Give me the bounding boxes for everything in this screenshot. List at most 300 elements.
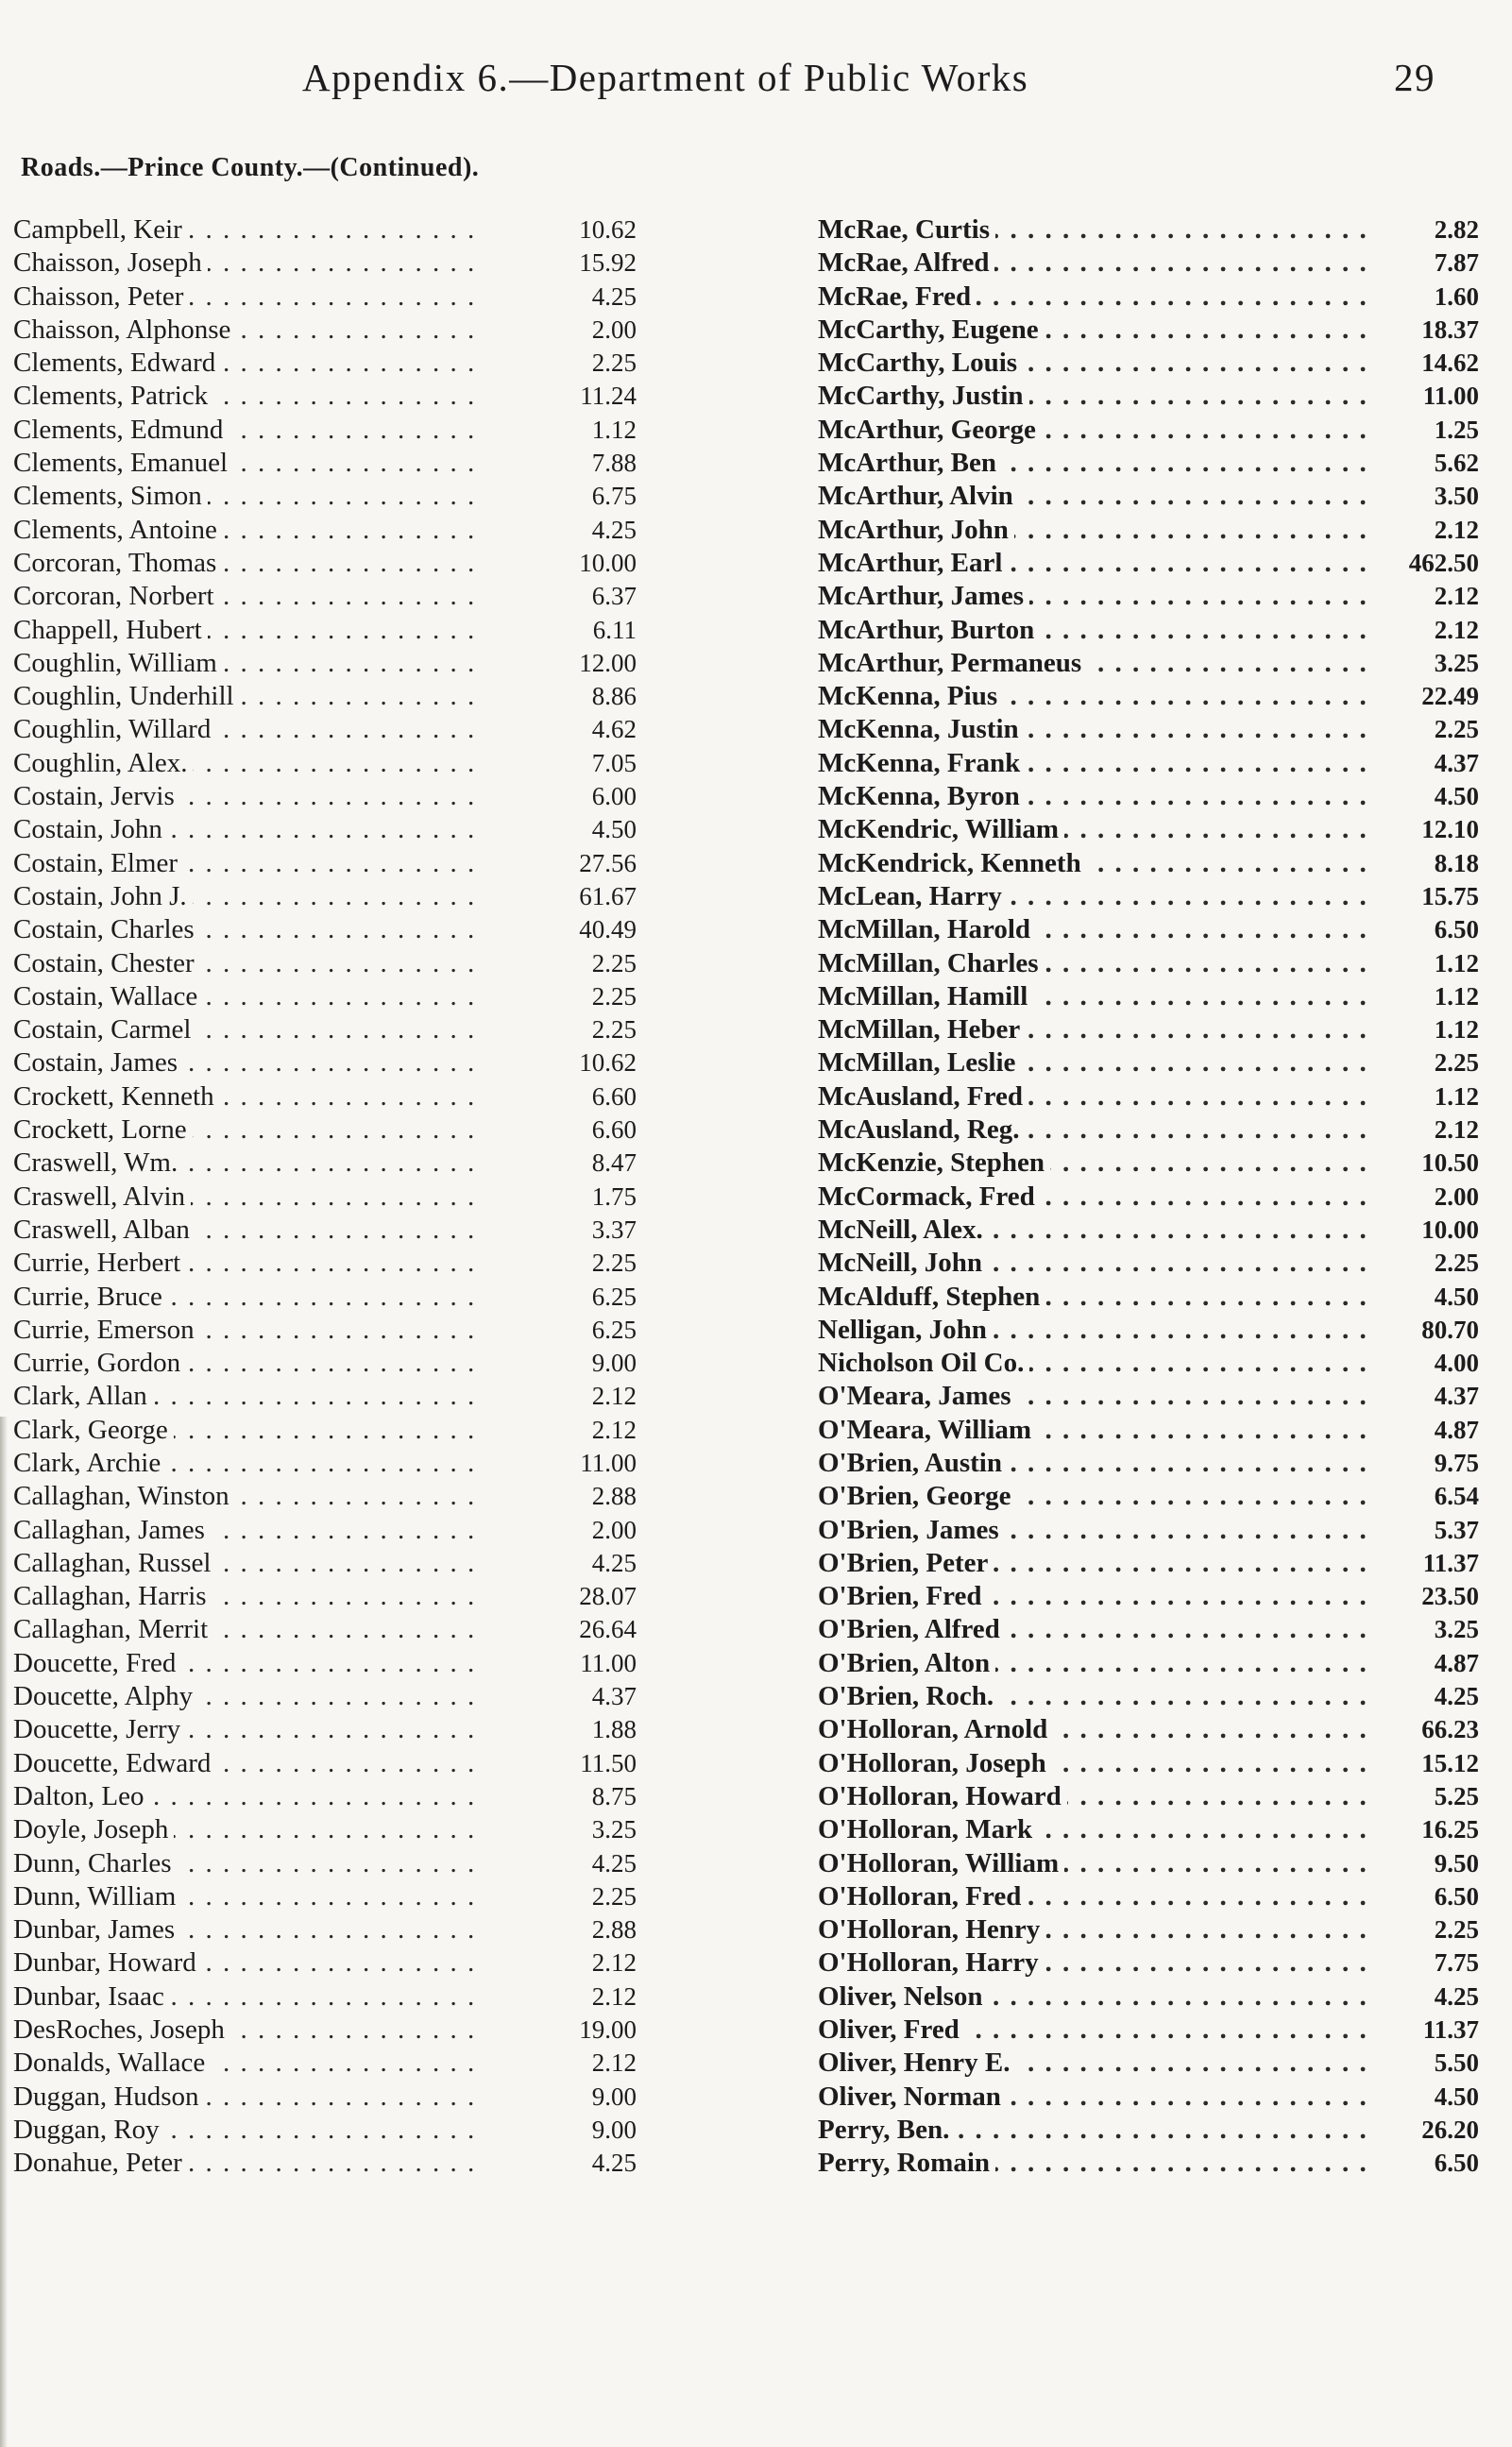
entry-amount: 15.92 <box>579 248 637 278</box>
entry-name: Dalton, Leo <box>13 1781 150 1811</box>
entry-amount: 2.12 <box>1434 582 1479 611</box>
entry-amount: 4.00 <box>1434 1349 1479 1378</box>
list-item <box>13 1214 637 1247</box>
entry-amount: 4.62 <box>591 715 637 744</box>
entry-name: O'Brien, Fred <box>818 1581 987 1611</box>
entry-name-cell <box>13 1780 481 1813</box>
entry-name-cell <box>818 1647 1375 1680</box>
list-item <box>818 1181 1479 1214</box>
list-item <box>13 1747 637 1780</box>
entry-amount: 28.07 <box>579 1582 637 1611</box>
list-item <box>13 1113 637 1147</box>
entry-amount: 11.00 <box>580 1648 637 1677</box>
entry-amount: 4.25 <box>591 281 637 311</box>
entry-name-cell <box>818 1813 1375 1846</box>
entry-name: O'Meara, James <box>818 1381 1017 1411</box>
list-item <box>818 680 1479 713</box>
entry-amount: 1.12 <box>1434 1081 1479 1111</box>
entry-amount: 2.00 <box>1434 1181 1479 1211</box>
list-item <box>818 1547 1479 1580</box>
list-item <box>13 1647 637 1680</box>
entry-amount: 2.25 <box>591 1249 637 1278</box>
entry-name-cell <box>818 580 1375 613</box>
list-item <box>818 380 1479 413</box>
entry-name-cell <box>13 614 481 647</box>
list-item <box>13 780 637 813</box>
entry-amount: 2.12 <box>1434 515 1479 544</box>
entry-name-cell <box>13 847 481 880</box>
entry-amount: 6.54 <box>1434 1482 1479 1511</box>
list-item <box>818 780 1479 813</box>
entry-name: Oliver, Henry E. <box>818 2048 1016 2078</box>
entry-name-cell <box>818 614 1375 647</box>
entry-name: Doucette, Edward <box>13 1748 216 1778</box>
entry-amount: 1.60 <box>1434 281 1479 311</box>
entry-name-cell <box>818 747 1375 780</box>
entry-name: O'Meara, William <box>818 1415 1037 1445</box>
list-item <box>13 2114 637 2147</box>
list-item <box>818 713 1479 746</box>
entry-amount: 1.12 <box>1434 1015 1479 1045</box>
entry-name: Callaghan, James <box>13 1515 211 1545</box>
entry-name-cell <box>13 1980 481 2014</box>
entry-name: Clark, Allan <box>13 1381 153 1411</box>
entry-amount: 4.25 <box>591 2149 637 2178</box>
entry-name: Doucette, Fred <box>13 1648 181 1678</box>
entry-name-cell <box>818 1880 1375 1913</box>
entry-name-cell <box>13 1580 481 1613</box>
entry-name-cell <box>818 1214 1375 1247</box>
entry-name-cell <box>818 1480 1375 1513</box>
entry-name: McArthur, John <box>818 515 1014 545</box>
entry-amount: 4.25 <box>1434 1682 1479 1711</box>
entry-amount: 1.25 <box>1434 415 1479 444</box>
entry-amount: 15.12 <box>1421 1748 1479 1777</box>
entry-name-cell <box>13 647 481 680</box>
entry-amount: 9.00 <box>591 2082 637 2111</box>
entry-amount: 4.50 <box>1434 1282 1479 1311</box>
entry-name: DesRoches, Joseph <box>13 2014 230 2045</box>
list-item <box>13 280 637 314</box>
entry-name: Perry, Romain <box>818 2148 995 2178</box>
entry-name-cell <box>13 1447 481 1480</box>
entry-name: Costain, Wallace <box>13 981 203 1011</box>
entry-amount: 4.50 <box>591 815 637 844</box>
entry-name-cell <box>818 414 1375 447</box>
entry-name-cell <box>818 1514 1375 1547</box>
entry-name: Coughlin, Underhill <box>13 681 240 711</box>
list-item <box>13 1913 637 1946</box>
entry-name: McNeill, Alex. <box>818 1215 989 1245</box>
entry-name-cell <box>13 246 481 280</box>
entry-amount: 10.62 <box>579 1048 637 1078</box>
entry-name-cell <box>818 947 1375 980</box>
entry-amount: 3.25 <box>591 1815 637 1844</box>
entry-name: Coughlin, Willard <box>13 714 216 744</box>
list-item <box>13 1147 637 1180</box>
entry-name-cell <box>818 380 1375 413</box>
list-item <box>13 2147 637 2180</box>
list-item <box>13 1514 637 1547</box>
entry-amount: 11.50 <box>580 1748 637 1777</box>
entry-amount: 462.50 <box>1408 548 1479 577</box>
list-item <box>818 1747 1479 1780</box>
entry-amount: 7.88 <box>591 449 637 478</box>
entry-name: McMillan, Hamill <box>818 981 1033 1011</box>
entry-amount: 5.25 <box>1434 1781 1479 1810</box>
entry-name: Doyle, Joseph <box>13 1814 174 1844</box>
entry-name: McCarthy, Louis <box>818 348 1023 378</box>
entry-name: Clements, Simon <box>13 481 208 511</box>
entry-amount: 2.25 <box>1434 1915 1479 1945</box>
entry-name-cell <box>818 246 1375 280</box>
list-item <box>818 314 1479 347</box>
entry-amount: 2.12 <box>591 2048 637 2078</box>
list-item <box>818 280 1479 314</box>
entry-amount: 2.12 <box>1434 615 1479 644</box>
entry-name: Costain, John <box>13 814 168 844</box>
entry-name: O'Brien, Roch. <box>818 1681 999 1711</box>
entry-amount: 18.37 <box>1421 314 1479 344</box>
entry-amount: 8.75 <box>591 1781 637 1810</box>
entry-name-cell <box>13 1147 481 1180</box>
entry-name-cell <box>818 280 1375 314</box>
entry-name-cell <box>818 647 1375 680</box>
entry-name: Dunbar, Isaac <box>13 1981 170 2012</box>
entry-name-cell <box>13 280 481 314</box>
list-item <box>13 913 637 946</box>
entry-name: Costain, Carmel <box>13 1014 196 1045</box>
list-item <box>13 713 637 746</box>
entry-amount: 2.12 <box>591 1382 637 1411</box>
list-item <box>818 2014 1479 2047</box>
entry-name-cell <box>13 1680 481 1713</box>
list-item <box>818 1147 1479 1180</box>
entry-amount: 4.25 <box>591 1548 637 1577</box>
entry-name-cell <box>13 1946 481 1980</box>
entry-name-cell <box>818 1747 1375 1780</box>
entry-name-cell <box>13 347 481 380</box>
list-item <box>818 2114 1479 2147</box>
entry-name-cell <box>13 447 481 480</box>
list-item <box>13 1247 637 1280</box>
entry-name-cell <box>13 1380 481 1413</box>
entry-name: McRae, Curtis <box>818 214 995 245</box>
entry-name: O'Brien, Austin <box>818 1448 1008 1478</box>
entry-name-cell <box>13 1414 481 1447</box>
list-item <box>13 2047 637 2080</box>
entry-name: McKenna, Byron <box>818 781 1026 811</box>
list-item <box>818 414 1479 447</box>
entry-amount: 22.49 <box>1421 682 1479 711</box>
entry-name-cell <box>13 2114 481 2147</box>
entry-name-cell <box>818 2114 1375 2147</box>
entry-name-cell <box>13 580 481 613</box>
entry-amount: 3.37 <box>591 1215 637 1244</box>
list-item <box>13 647 637 680</box>
list-item <box>818 1447 1479 1480</box>
list-item <box>818 1680 1479 1713</box>
entry-name-cell <box>13 514 481 547</box>
entry-name-cell <box>818 913 1375 946</box>
entry-name-cell <box>818 1314 1375 1347</box>
entry-name-cell <box>13 1813 481 1846</box>
list-item <box>818 1046 1479 1079</box>
list-item <box>13 1946 637 1980</box>
entry-name-cell <box>13 1547 481 1580</box>
list-item <box>13 880 637 913</box>
entry-amount: 1.88 <box>591 1715 637 1744</box>
entry-name: McKendrick, Kenneth <box>818 848 1087 878</box>
list-item <box>13 813 637 846</box>
entry-name: O'Holloran, Joseph <box>818 1748 1052 1778</box>
entry-name-cell <box>818 1847 1375 1880</box>
list-item <box>818 1113 1479 1147</box>
list-item <box>13 1613 637 1646</box>
entry-name: Callaghan, Russel <box>13 1548 216 1578</box>
list-item <box>818 447 1479 480</box>
entry-name: Costain, Charles <box>13 914 200 944</box>
entry-name-cell <box>818 847 1375 880</box>
list-item <box>13 1080 637 1113</box>
entry-name: Currie, Gordon <box>13 1348 186 1378</box>
list-item <box>818 1847 1479 1880</box>
list-item <box>818 580 1479 613</box>
list-item <box>13 480 637 513</box>
list-item <box>818 2047 1479 2080</box>
entry-name-cell <box>818 2147 1375 2180</box>
entry-name: McAusland, Reg. <box>818 1114 1025 1145</box>
entry-amount: 2.12 <box>591 1981 637 2011</box>
entry-amount: 8.86 <box>591 682 637 711</box>
list-item <box>818 480 1479 513</box>
entry-name-cell <box>818 1913 1375 1946</box>
list-item <box>13 1480 637 1513</box>
entry-name: O'Holloran, Mark <box>818 1814 1038 1844</box>
entry-amount: 6.50 <box>1434 1881 1479 1911</box>
entry-name: Clark, George <box>13 1415 174 1445</box>
entry-name-cell <box>818 1580 1375 1613</box>
entry-name-cell <box>13 213 481 246</box>
entry-name-cell <box>818 547 1375 580</box>
list-item <box>13 1347 637 1380</box>
entry-name-cell <box>13 1214 481 1247</box>
entry-name: O'Brien, Alfred <box>818 1614 1006 1644</box>
entry-amount: 7.05 <box>591 748 637 777</box>
entry-name: McLean, Harry <box>818 881 1008 911</box>
list-item <box>13 980 637 1013</box>
entry-name: McArthur, James <box>818 581 1029 611</box>
entry-amount: 3.25 <box>1434 648 1479 677</box>
list-item <box>818 1913 1479 1946</box>
entry-name: Craswell, Wm. <box>13 1147 183 1178</box>
entry-name: Crockett, Lorne <box>13 1114 193 1145</box>
entry-name: Clements, Edmund <box>13 415 229 445</box>
entry-name-cell <box>818 713 1375 746</box>
entry-name-cell <box>818 1147 1375 1180</box>
entry-amount: 23.50 <box>1421 1582 1479 1611</box>
entry-name-cell <box>13 980 481 1013</box>
entry-amount: 4.25 <box>591 1848 637 1878</box>
entry-name-cell <box>818 314 1375 347</box>
list-item <box>818 1580 1479 1613</box>
list-item <box>818 1514 1479 1547</box>
list-item <box>818 1813 1479 1846</box>
list-item <box>818 1713 1479 1746</box>
entry-name: Costain, Elmer <box>13 848 183 878</box>
entry-amount: 4.87 <box>1434 1648 1479 1677</box>
entry-name: Duggan, Hudson <box>13 2082 205 2112</box>
entry-name-cell <box>818 514 1375 547</box>
entry-amount: 10.50 <box>1421 1148 1479 1178</box>
entry-name: Crockett, Kenneth <box>13 1081 220 1112</box>
entry-name: McAusland, Fred <box>818 1081 1028 1112</box>
entry-name: O'Holloran, Arnold <box>818 1714 1053 1744</box>
entry-name: O'Brien, James <box>818 1515 1005 1545</box>
entry-amount: 6.75 <box>591 482 637 511</box>
list-item <box>818 547 1479 580</box>
entry-name-cell <box>13 480 481 513</box>
entry-name-cell <box>818 1547 1375 1580</box>
entry-name-cell <box>818 780 1375 813</box>
list-item <box>818 514 1479 547</box>
entry-amount: 6.60 <box>591 1115 637 1145</box>
entry-name: McKenna, Pius <box>818 681 1003 711</box>
entry-name: Costain, John J. <box>13 881 193 911</box>
entry-name: McKenzie, Stephen <box>818 1147 1050 1178</box>
entry-name-cell <box>818 2081 1375 2114</box>
entry-name-cell <box>13 1314 481 1347</box>
entry-amount: 1.12 <box>591 415 637 444</box>
list-item <box>13 380 637 413</box>
list-item <box>818 1946 1479 1980</box>
list-item <box>818 813 1479 846</box>
entry-name-cell <box>818 1946 1375 1980</box>
entry-amount: 2.00 <box>591 1515 637 1544</box>
list-item <box>13 314 637 347</box>
entry-name-cell <box>818 1414 1375 1447</box>
entry-name: Callaghan, Harris <box>13 1581 212 1611</box>
entry-name: Dunn, William <box>13 1881 181 1912</box>
entry-name: McKenna, Frank <box>818 748 1026 778</box>
entry-name: O'Brien, George <box>818 1481 1017 1511</box>
entry-name: Chappell, Hubert <box>13 615 208 645</box>
list-item <box>818 1247 1479 1280</box>
entry-name: Oliver, Fred <box>818 2014 965 2045</box>
entry-amount: 11.37 <box>1422 2015 1479 2045</box>
entry-name-cell <box>13 1913 481 1946</box>
page-header <box>302 55 1436 111</box>
entry-name: Chaisson, Peter <box>13 281 189 312</box>
entry-name: Coughlin, Alex. <box>13 748 193 778</box>
list-item <box>13 847 637 880</box>
entry-name: Dunbar, James <box>13 1914 180 1945</box>
entry-name-cell <box>13 1080 481 1113</box>
list-item <box>13 2014 637 2047</box>
page-number: 29 <box>1394 56 1436 99</box>
entry-name-cell <box>818 1780 1375 1813</box>
entry-name-cell <box>13 713 481 746</box>
entry-name-cell <box>13 1247 481 1280</box>
entry-name: McAlduff, Stephen <box>818 1282 1045 1312</box>
entry-amount: 6.37 <box>591 582 637 611</box>
list-item <box>818 347 1479 380</box>
entry-name: Dunn, Charles <box>13 1848 178 1878</box>
list-item <box>13 580 637 613</box>
entry-name: Duggan, Roy <box>13 2115 165 2145</box>
entry-amount: 6.60 <box>591 1081 637 1111</box>
entry-name: McMillan, Harold <box>818 914 1036 944</box>
entry-amount: 26.64 <box>579 1615 637 1644</box>
list-item <box>13 213 637 246</box>
entry-name: Doucette, Jerry <box>13 1714 186 1744</box>
list-item <box>818 246 1479 280</box>
entry-name-cell <box>818 1046 1375 1079</box>
list-item <box>13 246 637 280</box>
entry-name: Currie, Emerson <box>13 1315 200 1345</box>
entry-name: Costain, James <box>13 1047 183 1078</box>
entry-amount: 9.00 <box>591 2115 637 2144</box>
entry-name: O'Holloran, Fred <box>818 1881 1027 1912</box>
entry-amount: 2.12 <box>591 1948 637 1978</box>
entry-name: McArthur, Burton <box>818 615 1040 645</box>
entry-name-cell <box>13 1113 481 1147</box>
entry-amount: 9.00 <box>591 1349 637 1378</box>
entry-name: O'Holloran, Howard <box>818 1781 1067 1811</box>
entry-amount: 8.18 <box>1434 848 1479 877</box>
list-item <box>13 747 637 780</box>
entry-name-cell <box>818 2014 1375 2047</box>
entry-amount: 2.25 <box>1434 715 1479 744</box>
entry-name: Campbell, Keir <box>13 214 188 245</box>
entry-amount: 2.25 <box>591 981 637 1011</box>
entry-name-cell <box>818 1713 1375 1746</box>
entry-amount: 15.75 <box>1421 881 1479 910</box>
entry-name-cell <box>13 1613 481 1646</box>
entry-name: Chaisson, Alphonse <box>13 314 236 345</box>
list-item <box>13 1847 637 1880</box>
list-item <box>818 947 1479 980</box>
entry-amount: 2.25 <box>591 1881 637 1911</box>
entry-name: Clements, Patrick <box>13 381 213 411</box>
list-item <box>13 947 637 980</box>
list-item <box>13 1414 637 1447</box>
list-item <box>818 1347 1479 1380</box>
entry-amount: 2.12 <box>591 1415 637 1444</box>
entry-name-cell <box>818 1181 1375 1214</box>
list-item <box>13 2081 637 2114</box>
entry-name-cell <box>13 1046 481 1079</box>
entry-amount: 6.25 <box>591 1315 637 1344</box>
entry-amount: 4.37 <box>1434 1382 1479 1411</box>
list-item <box>13 1314 637 1347</box>
entry-name-cell <box>13 547 481 580</box>
entry-amount: 3.50 <box>1434 482 1479 511</box>
entry-name: Clements, Emanuel <box>13 448 233 478</box>
entry-name-cell <box>13 1747 481 1780</box>
list-item <box>818 2147 1479 2180</box>
entry-name-cell <box>818 1613 1375 1646</box>
entry-amount: 19.00 <box>579 2015 637 2045</box>
entry-name: Oliver, Nelson <box>818 1981 989 2012</box>
list-item <box>818 1880 1479 1913</box>
entry-amount: 10.00 <box>579 548 637 577</box>
entry-name-cell <box>13 1847 481 1880</box>
entry-name: Currie, Bruce <box>13 1282 168 1312</box>
entry-amount: 5.50 <box>1434 2048 1479 2078</box>
entry-name: McRae, Alfred <box>818 247 994 278</box>
entry-name: McMillan, Charles <box>818 948 1045 978</box>
